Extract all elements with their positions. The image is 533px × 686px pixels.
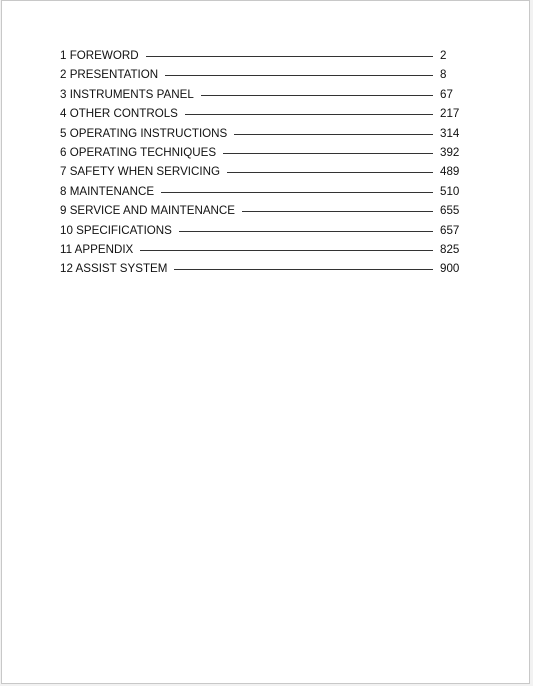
toc-entry-label: FOREWORD bbox=[69, 49, 139, 62]
toc-entry-label: SAFETY WHEN SERVICING bbox=[69, 165, 221, 179]
toc-entry[interactable] bbox=[60, 143, 470, 162]
toc-entry-label: MAINTENANCE bbox=[69, 184, 155, 198]
toc-entry-label: SERVICE AND MAINTENANCE bbox=[69, 204, 236, 218]
toc-entry-title bbox=[60, 162, 227, 181]
toc-leader-line bbox=[201, 95, 433, 96]
toc-entry-number: 12 bbox=[60, 262, 73, 276]
toc-entry[interactable] bbox=[60, 240, 470, 259]
toc-entry-number: 4 bbox=[60, 107, 67, 121]
toc-entry[interactable] bbox=[60, 259, 470, 278]
toc-entry-title bbox=[60, 240, 140, 259]
toc-entry-label: SPECIFICATIONS bbox=[76, 223, 172, 237]
toc-entry-page: 900 bbox=[440, 262, 460, 276]
toc-entry-number: 3 bbox=[60, 87, 67, 101]
toc-entry-page: 217 bbox=[440, 107, 460, 121]
toc-entry-label: ASSIST SYSTEM bbox=[75, 262, 168, 276]
toc-entry[interactable] bbox=[60, 46, 470, 65]
toc-entry-title bbox=[60, 259, 174, 278]
toc-entry-number: 6 bbox=[60, 145, 67, 159]
toc-entry-number: 11 bbox=[60, 242, 73, 256]
toc-entry-title bbox=[60, 104, 185, 123]
toc-entry-page: 314 bbox=[440, 126, 460, 140]
toc-entry[interactable] bbox=[60, 65, 470, 84]
toc-entry-label: OPERATING TECHNIQUES bbox=[69, 145, 217, 159]
toc-entry[interactable] bbox=[60, 221, 470, 240]
toc-entry-label: OPERATING INSTRUCTIONS bbox=[69, 126, 228, 140]
toc-leader-line bbox=[165, 75, 433, 76]
toc-entry-title bbox=[60, 85, 201, 104]
toc-entry[interactable] bbox=[60, 162, 470, 181]
table-of-contents bbox=[60, 46, 470, 279]
toc-entry-page: 489 bbox=[440, 165, 460, 179]
toc-entry-title bbox=[60, 182, 161, 201]
toc-leader-line bbox=[242, 211, 433, 212]
toc-entry[interactable] bbox=[60, 85, 470, 104]
toc-entry-page: 67 bbox=[440, 87, 453, 101]
toc-entry-number: 1 bbox=[60, 49, 67, 62]
toc-leader-line bbox=[179, 231, 433, 232]
toc-leader-line bbox=[146, 56, 433, 57]
toc-entry-title bbox=[60, 201, 242, 220]
toc-entry-number: 9 bbox=[60, 204, 67, 218]
toc-entry-number: 5 bbox=[60, 126, 67, 140]
toc-entry-page: 8 bbox=[440, 68, 447, 82]
toc-leader-line bbox=[234, 134, 433, 135]
toc-entry-page: 825 bbox=[440, 242, 460, 256]
toc-entry-number: 7 bbox=[60, 165, 67, 179]
toc-leader-line bbox=[161, 192, 433, 193]
toc-entry-title bbox=[60, 221, 179, 240]
toc-entry[interactable] bbox=[60, 104, 470, 123]
toc-entry-page: 2 bbox=[440, 49, 447, 62]
toc-entry[interactable] bbox=[60, 201, 470, 220]
toc-entry[interactable] bbox=[60, 124, 470, 143]
toc-leader-line bbox=[223, 153, 433, 154]
toc-leader-line bbox=[140, 250, 433, 251]
toc-entry-label: PRESENTATION bbox=[69, 68, 159, 82]
toc-entry[interactable] bbox=[60, 182, 470, 201]
toc-entry-page: 657 bbox=[440, 223, 460, 237]
toc-entry-label: APPENDIX bbox=[74, 242, 134, 256]
toc-entry-title bbox=[60, 124, 234, 143]
toc-entry-page: 510 bbox=[440, 184, 460, 198]
toc-leader-line bbox=[174, 269, 433, 270]
toc-entry-number: 2 bbox=[60, 68, 67, 82]
toc-entry-title bbox=[60, 46, 146, 65]
toc-leader-line bbox=[185, 114, 433, 115]
toc-entry-number: 10 bbox=[60, 223, 73, 237]
toc-entry-label: INSTRUMENTS PANEL bbox=[69, 87, 194, 101]
document-page bbox=[1, 0, 530, 684]
toc-entry-title bbox=[60, 65, 165, 84]
toc-entry-page: 392 bbox=[440, 145, 460, 159]
toc-entry-number: 8 bbox=[60, 184, 67, 198]
toc-entry-label: OTHER CONTROLS bbox=[69, 107, 178, 121]
toc-entry-title bbox=[60, 143, 223, 162]
toc-entry-page: 655 bbox=[440, 204, 460, 218]
toc-leader-line bbox=[227, 172, 433, 173]
